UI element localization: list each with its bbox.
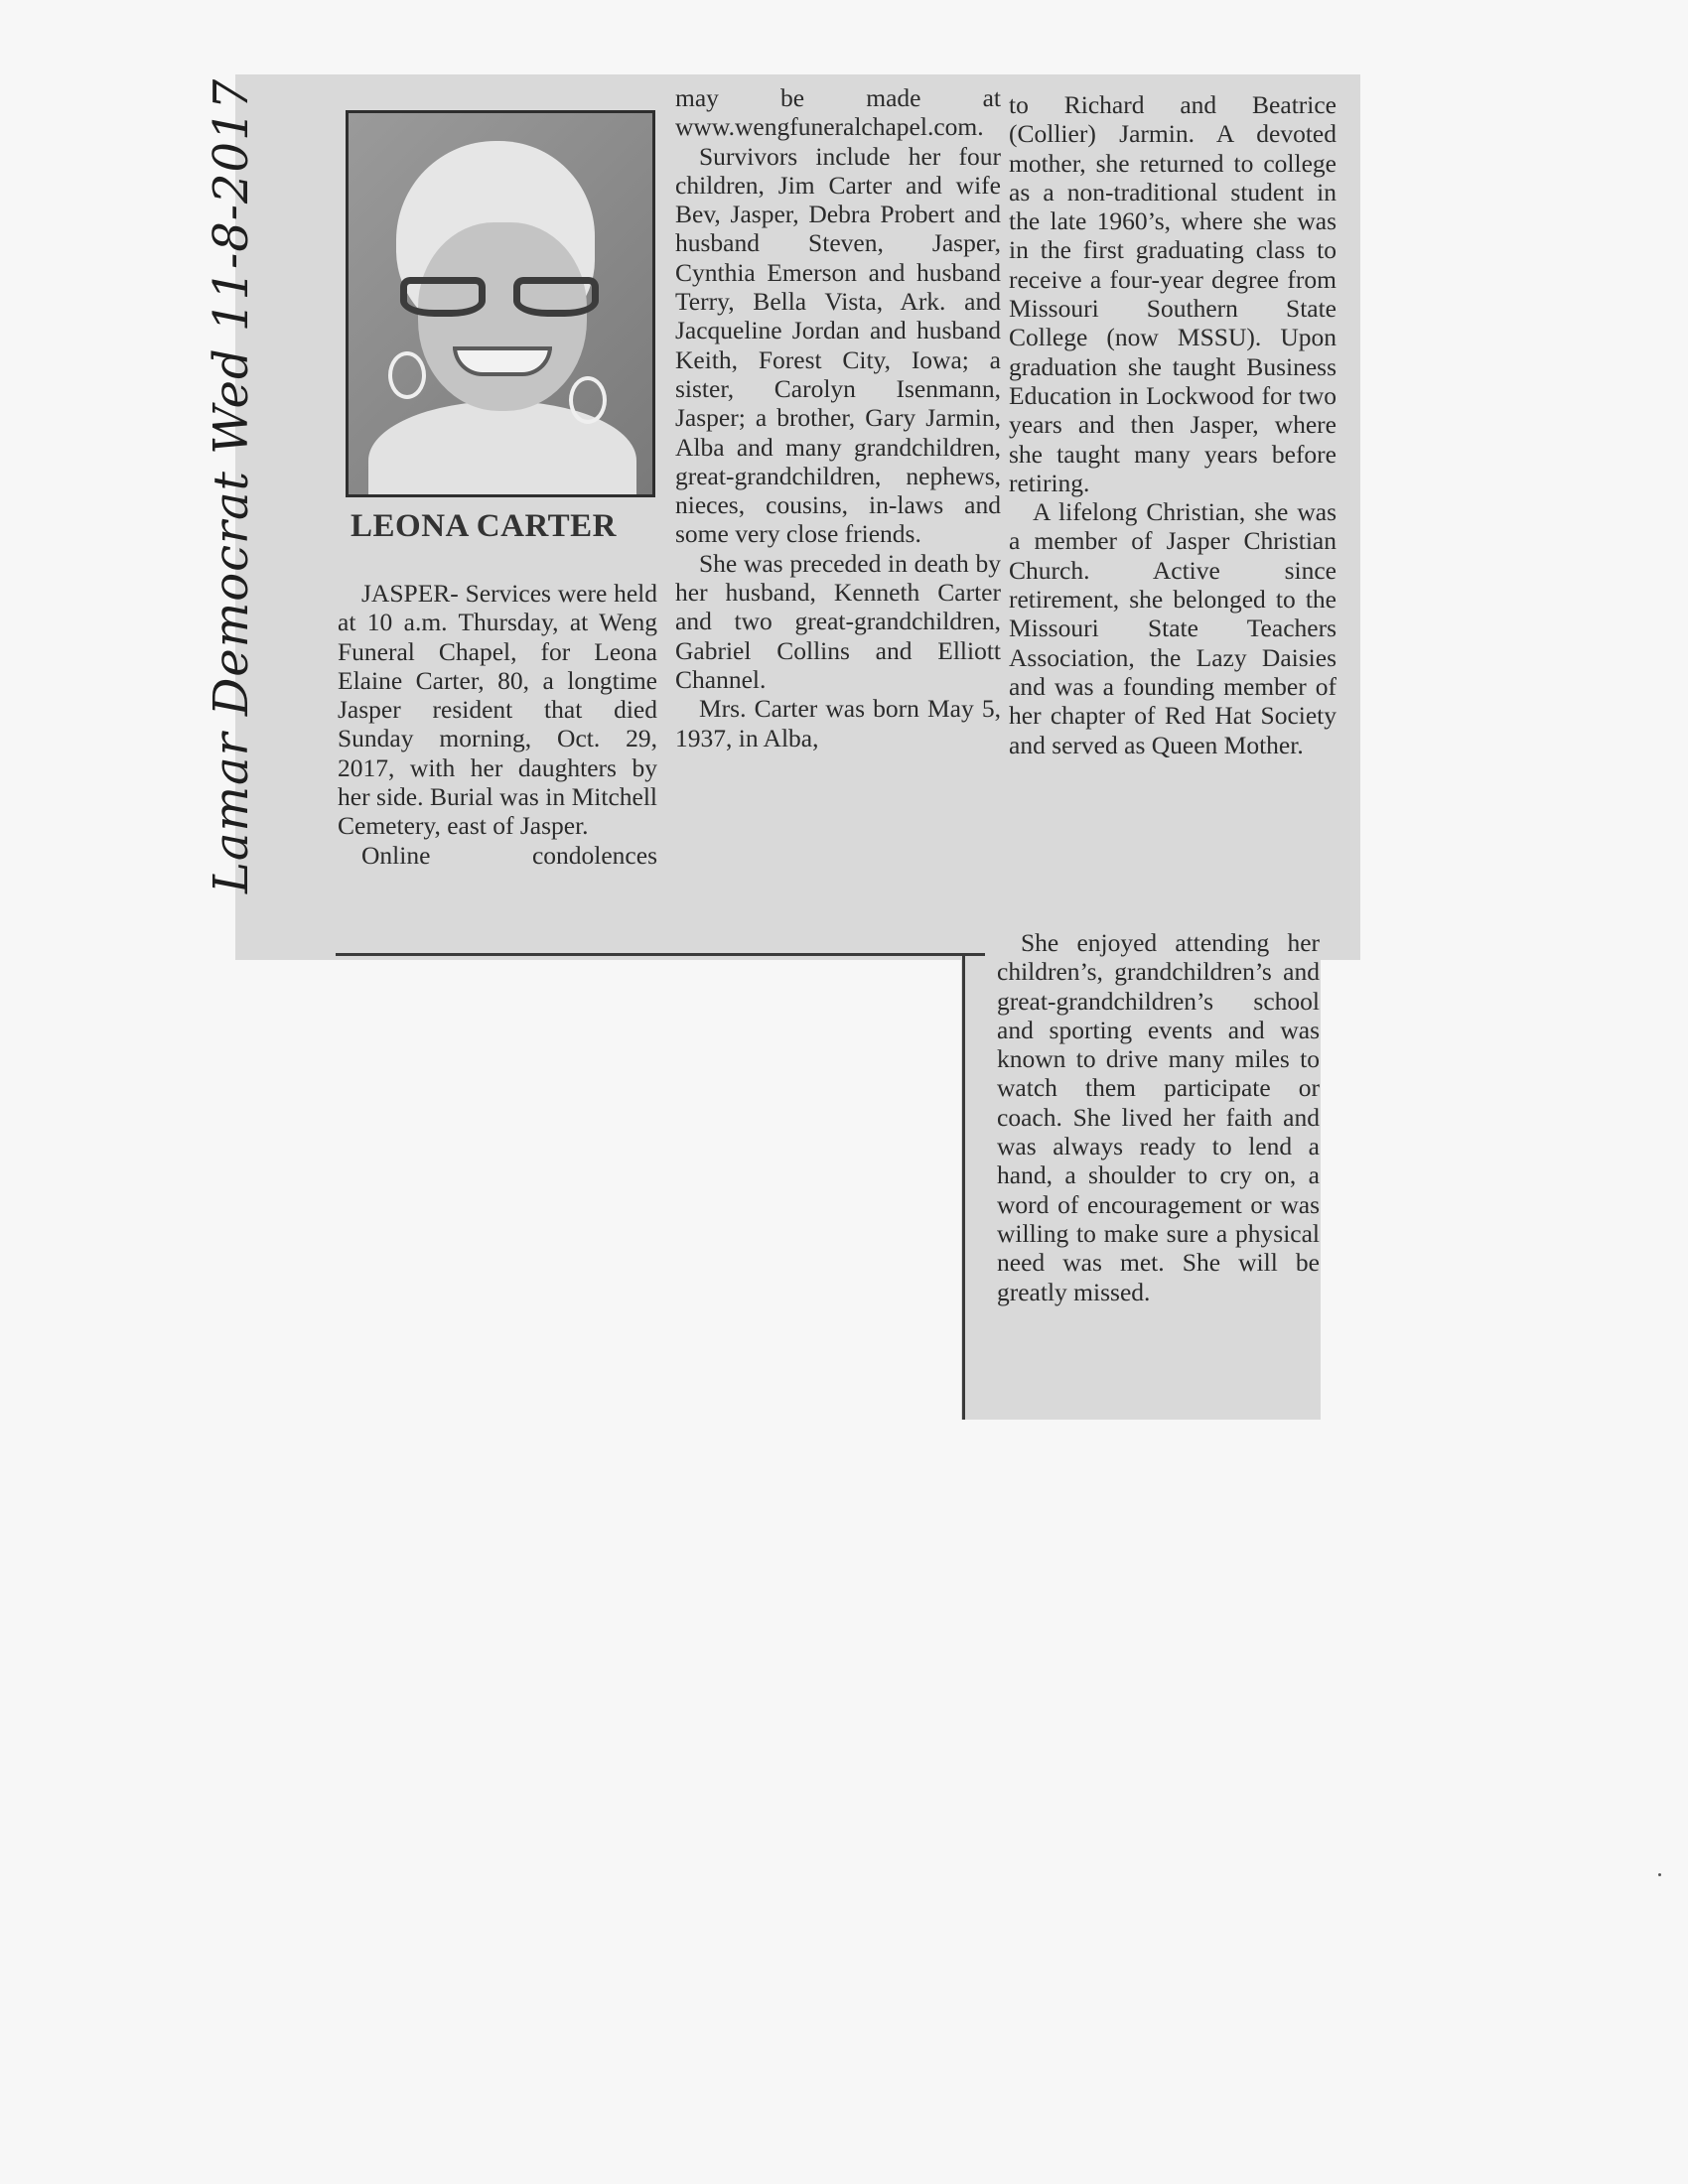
obituary-headline: LEONA CARTER	[351, 508, 617, 544]
paragraph: She was preceded in death by her husband, Kenneth Carter and two great-grandchildren, Gabriel Collins and Elliott Channel.	[675, 548, 1001, 694]
paragraph: She enjoyed attending her children’s, grandchildren’s and great-grandchildren’s school and sporting events and was known to drive many miles to watch them participate or coach. She lived her faith and was always ready to lend a hand, a shoulder to cry on, a word of encouragement or was willing to make sure a physical need was met. She will be greatly missed.	[997, 928, 1320, 1306]
column-3	[1009, 90, 1336, 759]
column-1	[338, 579, 657, 870]
paragraph: Mrs. Carter was born May 5, 1937, in Alba,	[675, 694, 1001, 752]
paragraph: Survivors include her four children, Jim Carter and wife Bev, Jasper, Debra Probert and husband Steven, Jasper, Cynthia Emerson and husband Terry, Bella Vista, Ark. and Jacqueline Jordan and husband Keith, Forest City, Iowa; a sister, Carolyn Isenmann, Jasper; a brother, Gary Jarmin, Alba and many grandchildren, great-grandchildren, nephews, nieces, cousins, in-laws and some very close friends.	[675, 141, 1001, 549]
paragraph: Online condolences	[361, 840, 657, 870]
paragraph: to Richard and Beatrice (Collier) Jarmin. A devoted mother, she returned to college as a non-traditional student in the late 1960’s, where she was in the first graduating class to receive a four-year degree from Missouri Southern State College (now MSSU). Upon graduation she taught Business Education in Lockwood for two years and then Jasper, where she taught many years before retiring.	[1009, 90, 1336, 497]
paragraph: A lifelong Christian, she was a member of Jasper Christian Church. Active since retirement, she belonged to the Missouri State Teachers Association, the Lazy Daisies and was a founding member of her chapter of Red Hat Society and served as Queen Mother.	[1009, 497, 1336, 759]
paragraph: may be made at www.wengfuneralchapel.com.	[675, 83, 1001, 142]
obituary-photo	[346, 110, 655, 497]
paragraph: JASPER- Services were held at 10 a.m. Thursday, at Weng Funeral Chapel, for Leona Elaine Carter, 80, a longtime Jasper resident that died Sunday morning, Oct. 29, 2017, with her daughters by her side. Burial was in Mitchell Cemetery, east of Jasper.	[338, 579, 657, 841]
column-rule	[336, 953, 985, 956]
scan-speck	[1658, 1873, 1661, 1876]
column-2	[675, 83, 1001, 752]
handwritten-note: Lamar Democrat Wed 11-8-2017	[204, 77, 259, 893]
column-3-continued	[997, 928, 1320, 1306]
column-rule-vertical	[962, 955, 965, 1420]
